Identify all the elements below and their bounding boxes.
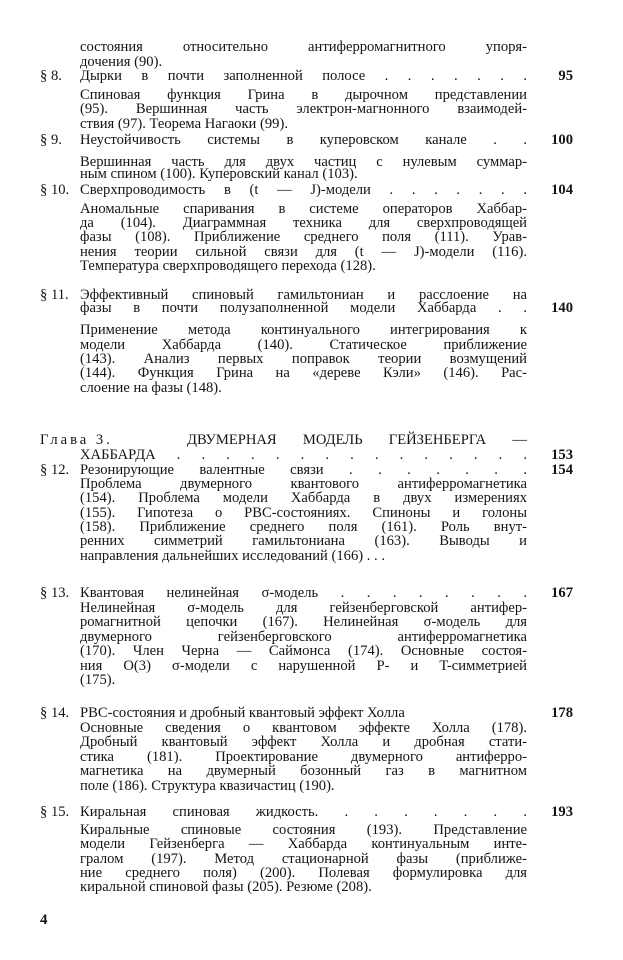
section-description: (155). Гипотеза о РВС-состояниях. Спиноны и голоны [80,505,527,521]
section-description: да (104). Диаграммная техника для сверхпроводящей [80,215,527,231]
section-description: Нелинейная σ-модель для гейзенберговской антифер- [80,600,527,616]
section-number: § 14. [40,705,70,721]
section-title: фазы в почти полузаполненной модели Хаббарда . . [80,300,527,316]
section-description: (95). Вершинная часть электрон-магнонного взаимодей- [80,101,527,117]
page-reference: 193 [551,804,573,820]
section-description: (154). Проблема модели Хаббарда в двух измерениях [80,490,527,506]
section-description: ние среднего поля) (200). Полевая формулировка для [80,865,527,881]
section-description: ния O(3) σ-модели с нарушенной P- и T-симметрией [80,658,527,674]
section-number: § 9. [40,132,62,148]
section-description: фазы (108). Приближение среднего поля (111). Урав- [80,229,527,245]
section-description: ренних симметрий гамильтониана (163). Выводы и [80,533,527,549]
section-title: Сверхпроводимость в (t — J)-модели . . . . . . . [80,182,527,198]
section-title: Неустойчивость системы в куперовском канале . . [80,132,527,148]
section-description: ромагнитной цепочки (167). Нелинейная σ-модель для [80,614,527,630]
section-description: (158). Приближение среднего поля (161). Роль внут- [80,519,527,535]
section-number: § 8. [40,68,62,84]
continuation-text: дочения (90). [80,54,163,70]
section-description: (143). Анализ первых поправок теории возмущений [80,351,527,367]
section-title: Эффективный спиновый гамильтониан и расслоение на [80,287,527,303]
section-description: Температура сверхпроводящего перехода (128). [80,258,376,274]
section-description: поле (186). Структура квазичастиц (190). [80,778,335,794]
section-description: ным спином (100). Куперовский канал (103). [80,166,358,182]
section-description: стика (181). Проектирование двумерного антиферро- [80,749,527,765]
section-description: (170). Член Черна — Саймонса (174). Основные состоя- [80,643,527,659]
page-reference: 95 [558,68,573,84]
chapter-heading [40,432,527,448]
section-description: Киральные спиновые состояния (193). Представление [80,822,527,838]
section-number: § 10. [40,182,70,198]
section-number: § 11. [40,287,69,303]
section-title: Квантовая нелинейная σ-модель . . . . . . . . [80,585,527,601]
page-reference: 178 [551,705,573,721]
section-description: Дробный квантовый эффект Холла и дробная стати- [80,734,527,750]
section-description: Спиновая функция Грина в дырочном представлении [80,87,527,103]
section-description: модели Гейзенберга — Хаббарда континуальным инте- [80,836,527,852]
section-description: модели Хаббарда (140). Статическое приближение [80,337,527,353]
section-number: § 15. [40,804,70,820]
chapter-title-continued: ХАББАРДА . . . . . . . . . . . . . . . [80,447,527,463]
section-number: § 13. [40,585,70,601]
page-reference: 153 [551,447,573,463]
page-reference: 100 [551,132,573,148]
section-title: Резонирующие валентные связи . . . . . . . [80,462,527,478]
section-description: (175). [80,672,116,688]
section-description: магнетика на двумерный бозонный газ в магнитном [80,763,527,779]
section-description: направления дальнейших исследований (166) . . . [80,548,385,564]
section-description: Применение метода континуального интегрирования к [80,322,527,338]
continuation-text: состояния относительно антиферромагнитного упоря- [80,39,527,55]
section-description: Вершинная часть для двух частиц с нулевым суммар- [80,154,527,170]
section-description: киральной спиновой фазы (205). Резюме (208). [80,879,372,895]
section-description: двумерного гейзенберговского антиферромагнетика [80,629,527,645]
page-reference: 140 [551,300,573,316]
section-description: нения теории сильной связи для (t — J)-модели (116). [80,244,527,260]
section-description: слоение на фазы (148). [80,380,222,396]
chapter-title: ДВУМЕРНАЯ МОДЕЛЬ ГЕЙЗЕНБЕРГА — [187,432,527,448]
section-description: Аномальные спаривания в системе операторов Хаббар- [80,201,527,217]
section-title: Киральная спиновая жидкость. . . . . . . . [80,804,527,820]
section-description: Основные сведения о квантовом эффекте Холла (178). [80,720,527,736]
section-description: гралом (197). Метод стационарной фазы (приближе- [80,851,527,867]
page-number: 4 [40,912,48,928]
page-reference: 104 [551,182,573,198]
section-description: (144). Функция Грина на «дереве Кэли» (146). Рас- [80,365,527,381]
page-reference: 167 [551,585,573,601]
section-number: § 12. [40,462,70,478]
section-title: Дырки в почти заполненной полосе . . . . . . . [80,68,527,84]
section-title: РВС-состояния и дробный квантовый эффект Холла [80,705,405,721]
chapter-label: Глава 3. [40,432,113,448]
section-description: Проблема двумерного квантового антиферромагнетика [80,476,527,492]
page-reference: 154 [551,462,573,478]
section-description: ствия (97). Теорема Нагаоки (99). [80,116,288,132]
